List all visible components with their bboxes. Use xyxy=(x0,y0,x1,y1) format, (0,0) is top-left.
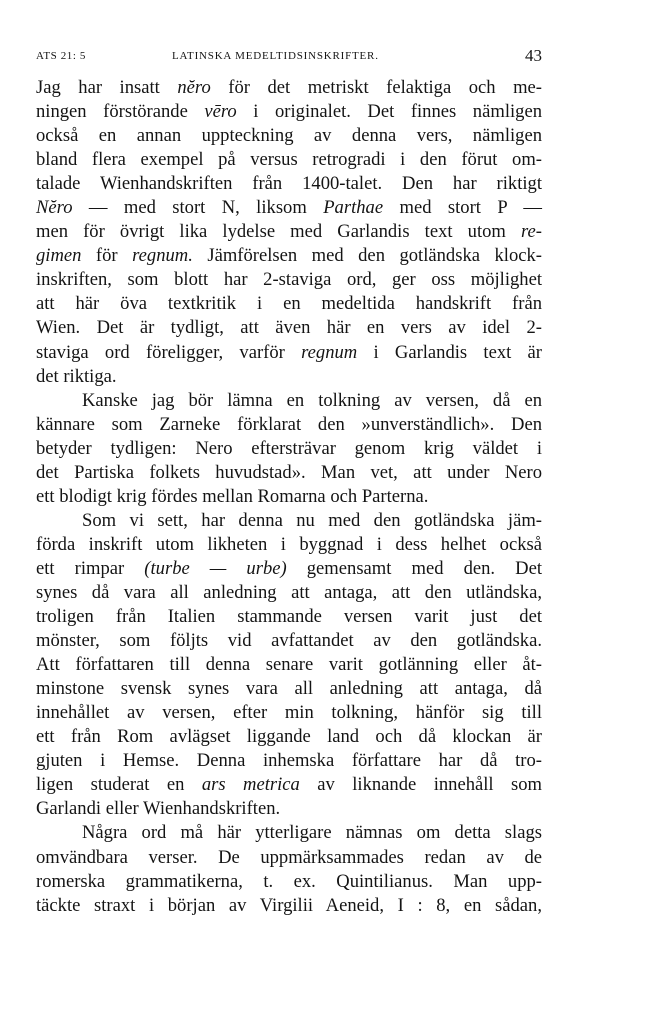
text-segment: ningen förstörande xyxy=(36,101,205,123)
text-line xyxy=(36,894,542,918)
text-line xyxy=(36,629,542,653)
text-segment: av liknande innehåll som xyxy=(299,774,543,796)
text-line xyxy=(36,292,542,316)
italic-segment: ars metrica xyxy=(201,774,300,796)
text-line xyxy=(36,389,542,413)
text-line xyxy=(36,76,542,100)
text-line xyxy=(36,316,542,340)
text-line xyxy=(36,413,542,437)
italic-segment: nĕro xyxy=(177,77,211,98)
text-segment: mönster, som följts vid avfattandet av den gotländska. xyxy=(36,630,542,652)
signature-mark: ATS 21: 5 xyxy=(36,50,87,62)
text-segment: Några ord må här ytterligare nämnas om detta slags xyxy=(82,822,542,844)
text-line xyxy=(36,100,542,124)
text-line xyxy=(36,148,542,172)
text-line xyxy=(36,220,542,244)
italic-segment: Parthae xyxy=(323,197,384,219)
italic-segment: gimen xyxy=(36,245,82,267)
text-line xyxy=(36,365,542,389)
text-segment: gjuten i Hemse. Denna inhemska författare har då tro- xyxy=(36,750,542,772)
italic-segment: (turbe — urbe) xyxy=(144,557,287,579)
running-header xyxy=(36,44,542,72)
text-segment: för xyxy=(81,245,133,267)
text-segment: — med stort N, liksom xyxy=(72,197,324,219)
text-segment: gemensamt med den. Det xyxy=(286,557,542,579)
text-segment: synes då vara all anledning att antaga, att den utländska, xyxy=(36,581,542,603)
text-line xyxy=(36,797,542,821)
text-segment: Som vi sett, har denna nu med den gotländska jäm- xyxy=(82,509,542,531)
text-line xyxy=(36,533,542,557)
text-segment: täckte straxt i början av Virgilii Aeneid, I : 8, en sådan, xyxy=(36,894,542,916)
body-text xyxy=(36,76,542,918)
text-line xyxy=(36,124,542,148)
text-line xyxy=(36,821,542,845)
text-line xyxy=(36,749,542,773)
text-line xyxy=(36,725,542,749)
text-line xyxy=(36,870,542,894)
text-segment: ett från Rom avlägset liggande land och då klockan är xyxy=(36,726,542,748)
text-segment: troligen från Italien stammande versen varit just det xyxy=(36,606,542,628)
text-line xyxy=(36,268,542,292)
text-segment: att här öva textkritik i en medeltida handskrift från xyxy=(36,293,542,315)
text-segment: ett rimpar xyxy=(36,557,145,579)
text-line xyxy=(36,773,542,797)
italic-segment: vēro xyxy=(204,101,237,123)
text-segment: för det metriskt felaktiga och me- xyxy=(210,77,542,98)
text-segment: förda inskrift utom likheten i byggnad i dess helhet också xyxy=(36,533,542,555)
text-line xyxy=(36,605,542,629)
text-segment: inskriften, som blott har 2-staviga ord, ger oss möjlighet xyxy=(36,269,542,291)
text-line xyxy=(36,846,542,870)
text-line xyxy=(36,244,542,268)
text-segment: i Garlandis text är xyxy=(357,341,542,363)
text-line xyxy=(36,437,542,461)
text-segment: Att författaren till denna senare varit gotlänning eller åt- xyxy=(36,654,542,676)
text-segment: Kanske jag bör lämna en tolkning av versen, då en xyxy=(82,389,542,411)
text-segment: omvändbara verser. De uppmärksammades redan av de xyxy=(36,846,542,868)
text-segment: ett blodigt krig fördes mellan Romarna och Parterna. xyxy=(36,485,429,507)
italic-segment: regnum xyxy=(301,341,358,363)
running-title: LATINSKA MEDELTIDSINSKRIFTER. xyxy=(172,50,379,62)
text-segment: det Partiska folkets huvudstad». Man vet, att under Nero xyxy=(36,461,542,483)
text-segment: innehållet av versen, efter min tolkning, hänför sig till xyxy=(36,702,542,724)
text-line xyxy=(36,653,542,677)
text-segment: staviga ord föreligger, varför xyxy=(36,341,302,363)
text-segment: Wien. Det är tydligt, att även här en vers av idel 2- xyxy=(36,317,542,339)
text-segment: också en annan uppteckning av denna vers, nämligen xyxy=(36,125,542,147)
text-line xyxy=(36,196,542,220)
text-line xyxy=(36,581,542,605)
italic-segment: re- xyxy=(521,221,542,243)
text-line xyxy=(36,701,542,725)
text-line xyxy=(36,677,542,701)
text-segment: bland flera exempel på versus retrogradi i den förut om- xyxy=(36,149,542,171)
text-segment: med stort P — xyxy=(383,197,542,219)
text-segment: i originalet. Det finnes nämligen xyxy=(236,101,542,123)
text-segment: ligen studerat en xyxy=(36,774,202,796)
text-line xyxy=(36,557,542,581)
text-line xyxy=(36,461,542,485)
text-segment: Garlandi eller Wienhandskriften. xyxy=(36,798,281,820)
italic-segment: Nĕro xyxy=(36,197,73,219)
text-segment: Jämförelsen med den gotländska klock- xyxy=(192,245,542,267)
text-line xyxy=(36,172,542,196)
page-number: 43 xyxy=(525,46,542,65)
text-segment: kännare som Zarneke förklarat den »unverständlich». Den xyxy=(36,413,542,435)
text-segment: minstone svensk synes vara all anledning att antaga, då xyxy=(36,678,542,700)
text-segment: betyder tydligen: Nero eftersträvar genom krig väldet i xyxy=(36,437,542,459)
text-segment: men för övrigt lika lydelse med Garlandis text utom xyxy=(36,221,521,243)
text-segment: det riktiga. xyxy=(36,365,117,387)
text-segment: talade Wienhandskriften från 1400-talet. Den har riktigt xyxy=(36,173,542,195)
text-line xyxy=(36,341,542,365)
text-segment: Jag har insatt xyxy=(36,77,178,98)
text-line xyxy=(36,509,542,533)
text-segment: romerska grammatikerna, t. ex. Quintilianus. Man upp- xyxy=(36,870,542,892)
text-line xyxy=(36,485,542,509)
italic-segment: regnum. xyxy=(132,245,193,267)
